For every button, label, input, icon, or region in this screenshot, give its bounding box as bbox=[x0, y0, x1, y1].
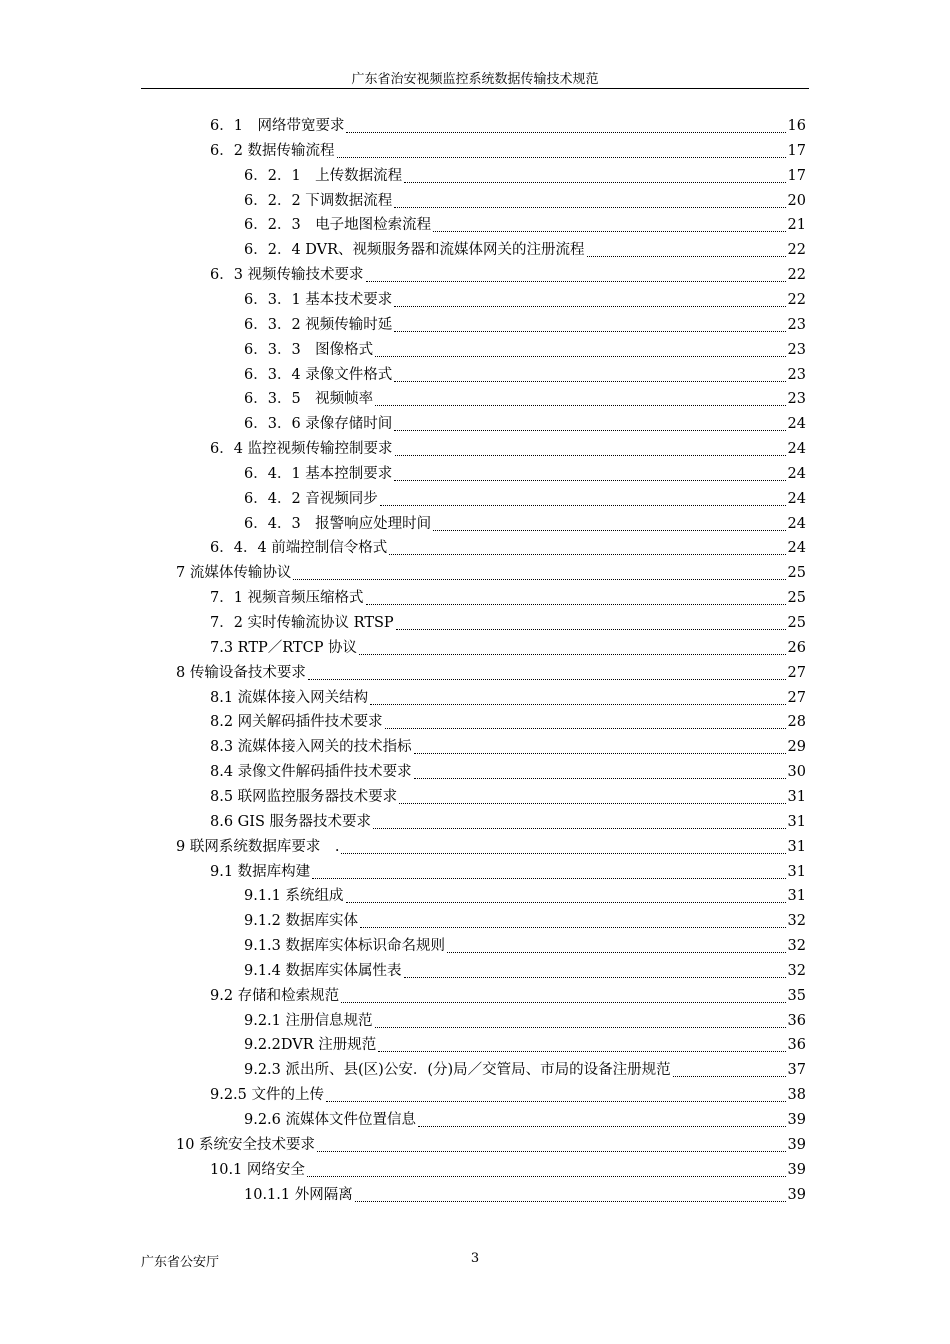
toc-entry-label: 6．2．2 下调数据流程 bbox=[244, 192, 393, 209]
toc-entry-label: 8.1 流媒体接入网关结构 bbox=[210, 689, 369, 706]
toc-entry-page: 24 bbox=[787, 490, 806, 507]
toc-entry-page: 32 bbox=[787, 913, 806, 930]
toc-entry-label: 7 流媒体传输协议 bbox=[176, 565, 292, 582]
toc-dot-leader bbox=[366, 586, 786, 605]
toc-entry-label: 9.2.6 流媒体文件位置信息 bbox=[244, 1112, 417, 1128]
toc-entry-label: 7．2 实时传输流协议 RTSP bbox=[210, 615, 394, 631]
toc-entry-label: 6．3．1 基本技术要求 bbox=[244, 291, 393, 308]
toc-entry-label: 9 联网系统数据库要求 . bbox=[176, 838, 340, 855]
toc-dot-leader bbox=[360, 909, 786, 928]
toc-entry-page: 24 bbox=[787, 515, 806, 532]
toc-entry[interactable] bbox=[210, 736, 806, 758]
toc-entry-page: 31 bbox=[787, 863, 806, 880]
toc-dot-leader bbox=[307, 1158, 786, 1177]
toc-dot-leader bbox=[404, 164, 785, 183]
toc-entry-page: 39 bbox=[787, 1136, 806, 1153]
toc-dot-leader bbox=[293, 561, 785, 580]
toc-dot-leader bbox=[366, 263, 786, 282]
toc-entry-page: 26 bbox=[787, 639, 806, 656]
toc-entry-label: 6．2 数据传输流程 bbox=[210, 142, 335, 159]
toc-dot-leader bbox=[394, 412, 785, 431]
toc-entry[interactable] bbox=[210, 985, 806, 1007]
toc-entry-page: 16 bbox=[787, 118, 806, 134]
toc-entry-label: 6．2．4 DVR、视频服务器和流媒体网关的注册流程 bbox=[244, 242, 585, 259]
toc-entry[interactable] bbox=[210, 861, 806, 883]
toc-entry-label: 8.3 流媒体接入网关的技术指标 bbox=[210, 739, 412, 756]
toc-dot-leader bbox=[355, 1183, 786, 1202]
toc-entry-label: 10.1 网络安全 bbox=[210, 1161, 305, 1178]
toc-entry-label: 6．4．2 音视频同步 bbox=[244, 490, 378, 507]
toc-entry[interactable] bbox=[244, 960, 806, 982]
toc-entry[interactable] bbox=[210, 811, 806, 833]
toc-entry-page: 27 bbox=[787, 664, 806, 681]
toc-entry-label: 6．4．1 基本控制要求 bbox=[244, 465, 393, 482]
toc-entry[interactable] bbox=[210, 1084, 806, 1106]
toc-entry[interactable] bbox=[244, 488, 806, 510]
toc-entry-page: 24 bbox=[787, 465, 806, 482]
toc-entry[interactable] bbox=[210, 587, 806, 609]
toc-dot-leader bbox=[414, 760, 786, 779]
toc-entry[interactable] bbox=[244, 190, 806, 212]
toc-entry-label: 9.2.2DVR 注册规范 bbox=[244, 1037, 377, 1054]
toc-dot-leader bbox=[341, 835, 785, 854]
toc-dot-leader bbox=[404, 959, 786, 978]
toc-dot-leader bbox=[317, 1133, 785, 1152]
toc-entry[interactable] bbox=[244, 513, 806, 535]
toc-dot-leader bbox=[389, 536, 785, 555]
toc-dot-leader bbox=[326, 1083, 786, 1102]
footer-organization: 广东省公安厅 bbox=[141, 1255, 220, 1270]
toc-entry-label: 10 系统安全技术要求 bbox=[176, 1136, 316, 1153]
toc-entry-label: 8 传输设备技术要求 bbox=[176, 664, 306, 681]
toc-entry-label: 6．4．3 报警响应处理时间 bbox=[244, 515, 432, 532]
toc-dot-leader bbox=[433, 512, 785, 531]
footer-page-number: 3 bbox=[470, 1251, 480, 1266]
toc-dot-leader bbox=[370, 686, 785, 705]
toc-entry-page: 36 bbox=[787, 1037, 806, 1054]
toc-entry-label: 9.1.4 数据库实体属性表 bbox=[244, 962, 402, 979]
toc-entry-page: 24 bbox=[787, 540, 806, 557]
toc-entry[interactable] bbox=[244, 1034, 806, 1056]
toc-entry-page: 22 bbox=[787, 267, 806, 284]
toc-dot-leader bbox=[394, 363, 785, 382]
toc-entry[interactable] bbox=[244, 239, 806, 261]
toc-entry[interactable] bbox=[176, 562, 806, 584]
toc-dot-leader bbox=[394, 189, 785, 208]
toc-entry[interactable] bbox=[176, 1134, 806, 1156]
toc-entry-page: 27 bbox=[787, 689, 806, 706]
toc-entry-page: 30 bbox=[787, 764, 806, 781]
toc-entry[interactable] bbox=[244, 1184, 806, 1206]
toc-dot-leader bbox=[447, 934, 786, 953]
toc-entry-label: 9.2 存储和检索规范 bbox=[210, 987, 340, 1004]
toc-entry-page: 23 bbox=[787, 316, 806, 333]
toc-dot-leader bbox=[394, 288, 785, 307]
toc-entry-label: 6．3．2 视频传输时延 bbox=[244, 316, 393, 333]
toc-entry-page: 28 bbox=[787, 714, 806, 731]
toc-dot-leader bbox=[346, 884, 786, 903]
toc-entry[interactable] bbox=[210, 711, 806, 733]
toc-entry-page: 24 bbox=[787, 441, 806, 458]
toc-entry-page: 38 bbox=[787, 1087, 806, 1104]
toc-entry-page: 25 bbox=[787, 590, 806, 607]
toc-entry[interactable] bbox=[244, 289, 806, 311]
toc-entry-page: 25 bbox=[787, 615, 806, 631]
toc-entry-page: 39 bbox=[787, 1186, 806, 1203]
toc-dot-leader bbox=[385, 710, 786, 729]
toc-entry-page: 24 bbox=[787, 416, 806, 433]
toc-entry[interactable] bbox=[244, 1059, 806, 1081]
toc-entry[interactable] bbox=[210, 687, 806, 709]
toc-entry-label: 8.4 录像文件解码插件技术要求 bbox=[210, 764, 412, 781]
toc-entry[interactable] bbox=[244, 388, 806, 410]
toc-entry[interactable] bbox=[210, 264, 806, 286]
toc-entry[interactable] bbox=[210, 140, 806, 162]
toc-entry[interactable] bbox=[244, 1109, 806, 1131]
toc-entry-label: 8.5 联网监控服务器技术要求 bbox=[210, 788, 398, 805]
toc-entry-page: 32 bbox=[787, 962, 806, 979]
toc-entry-page: 23 bbox=[787, 341, 806, 358]
toc-entry[interactable] bbox=[176, 662, 806, 684]
toc-dot-leader bbox=[308, 661, 786, 680]
toc-entry-page: 17 bbox=[787, 142, 806, 159]
toc-entry-label: 9.2.5 文件的上传 bbox=[210, 1087, 325, 1104]
toc-entry[interactable] bbox=[244, 364, 806, 386]
toc-dot-leader bbox=[395, 437, 786, 456]
toc-dot-leader bbox=[337, 139, 786, 158]
toc-entry[interactable] bbox=[210, 761, 806, 783]
toc-entry[interactable] bbox=[210, 1159, 806, 1181]
toc-entry-page: 17 bbox=[787, 167, 806, 184]
toc-dot-leader bbox=[418, 1108, 786, 1127]
toc-entry-page: 21 bbox=[787, 217, 806, 234]
toc-dot-leader bbox=[375, 1009, 786, 1028]
toc-entry-page: 39 bbox=[787, 1112, 806, 1128]
toc-dot-leader bbox=[396, 611, 786, 630]
toc-entry-label: 6．2．1 上传数据流程 bbox=[244, 167, 403, 184]
toc-entry-label: 9.2.1 注册信息规范 bbox=[244, 1012, 373, 1029]
toc-entry-label: 10.1.1 外网隔离 bbox=[244, 1186, 353, 1203]
toc-entry-label: 6．4．4 前端控制信令格式 bbox=[210, 540, 388, 557]
toc-dot-leader bbox=[378, 1033, 785, 1052]
toc-entry[interactable] bbox=[210, 438, 806, 460]
toc-entry-page: 25 bbox=[787, 565, 806, 582]
toc-entry[interactable] bbox=[244, 339, 806, 361]
toc-entry-label: 6．2．3 电子地图检索流程 bbox=[244, 217, 432, 234]
toc-entry-label: 6．3．6 录像存储时间 bbox=[244, 416, 393, 433]
toc-dot-leader bbox=[433, 213, 785, 232]
toc-entry-label: 6．1 网络带宽要求 bbox=[210, 118, 345, 134]
toc-entry-page: 22 bbox=[787, 242, 806, 259]
toc-entry[interactable] bbox=[244, 214, 806, 236]
toc-dot-leader bbox=[375, 338, 785, 357]
toc-entry-page: 32 bbox=[787, 938, 806, 955]
toc-entry[interactable] bbox=[210, 637, 806, 659]
toc-entry-label: 7．1 视频音频压缩格式 bbox=[210, 590, 364, 607]
toc-entry[interactable] bbox=[210, 612, 806, 634]
toc-entry-label: 9.1.1 系统组成 bbox=[244, 888, 344, 905]
toc-entry-page: 23 bbox=[787, 366, 806, 383]
toc-entry-label: 8.2 网关解码插件技术要求 bbox=[210, 714, 383, 731]
toc-entry-label: 6．4 监控视频传输控制要求 bbox=[210, 441, 393, 458]
toc-dot-leader bbox=[399, 785, 785, 804]
toc-entry-label: 6．3．4 录像文件格式 bbox=[244, 366, 393, 383]
toc-dot-leader bbox=[414, 735, 786, 754]
toc-entry-label: 6．3．3 图像格式 bbox=[244, 341, 374, 358]
toc-entry-page: 31 bbox=[787, 788, 806, 805]
toc-entry-label: 9.2.3 派出所、县(区)公安．(分)局／交管局、市局的设备注册规范 bbox=[244, 1062, 671, 1079]
toc-entry-page: 35 bbox=[787, 987, 806, 1004]
toc-entry-page: 23 bbox=[787, 391, 806, 408]
toc-entry[interactable] bbox=[244, 1010, 806, 1032]
toc-entry-page: 36 bbox=[787, 1012, 806, 1029]
toc-entry-page: 31 bbox=[787, 838, 806, 855]
toc-entry[interactable] bbox=[244, 314, 806, 336]
toc-entry-page: 37 bbox=[787, 1062, 806, 1079]
toc-dot-leader bbox=[394, 313, 785, 332]
toc-entry-page: 31 bbox=[787, 888, 806, 905]
toc-entry[interactable] bbox=[210, 115, 806, 137]
toc-entry[interactable] bbox=[244, 935, 806, 957]
toc-entry-label: 9.1 数据库构建 bbox=[210, 863, 311, 880]
toc-entry[interactable] bbox=[210, 537, 806, 559]
toc-entry[interactable] bbox=[244, 885, 806, 907]
toc-entry-label: 6．3 视频传输技术要求 bbox=[210, 267, 364, 284]
toc-entry-page: 31 bbox=[787, 813, 806, 830]
toc-entry[interactable] bbox=[244, 463, 806, 485]
toc-entry-label: 7.3 RTP／RTCP 协议 bbox=[210, 639, 358, 656]
toc-entry-label: 9.1.2 数据库实体 bbox=[244, 913, 359, 930]
toc-entry-page: 20 bbox=[787, 192, 806, 209]
toc-dot-leader bbox=[346, 114, 785, 133]
toc-entry[interactable] bbox=[176, 836, 806, 858]
toc-entry-label: 9.1.3 数据库实体标识命名规则 bbox=[244, 938, 446, 955]
toc-dot-leader bbox=[375, 387, 785, 406]
toc-entry[interactable] bbox=[244, 910, 806, 932]
header-rule bbox=[141, 88, 809, 89]
toc-dot-leader bbox=[394, 462, 785, 481]
toc-dot-leader bbox=[673, 1058, 786, 1077]
page-header: 广东省治安视频监控系统数据传输技术规范 bbox=[351, 72, 599, 87]
toc-entry-page: 29 bbox=[787, 739, 806, 756]
toc-dot-leader bbox=[359, 636, 785, 655]
toc-entry[interactable] bbox=[244, 165, 806, 187]
toc-entry-label: 8.6 GIS 服务器技术要求 bbox=[210, 813, 372, 830]
toc-dot-leader bbox=[312, 860, 785, 879]
toc-entry-page: 39 bbox=[787, 1161, 806, 1178]
toc-entry[interactable] bbox=[244, 413, 806, 435]
toc-dot-leader bbox=[380, 487, 786, 506]
toc-dot-leader bbox=[373, 810, 786, 829]
toc-entry-page: 22 bbox=[787, 291, 806, 308]
toc-entry-label: 6．3．5 视频帧率 bbox=[244, 391, 374, 408]
toc-dot-leader bbox=[341, 984, 785, 1003]
toc-entry[interactable] bbox=[210, 786, 806, 808]
toc-dot-leader bbox=[587, 238, 786, 257]
